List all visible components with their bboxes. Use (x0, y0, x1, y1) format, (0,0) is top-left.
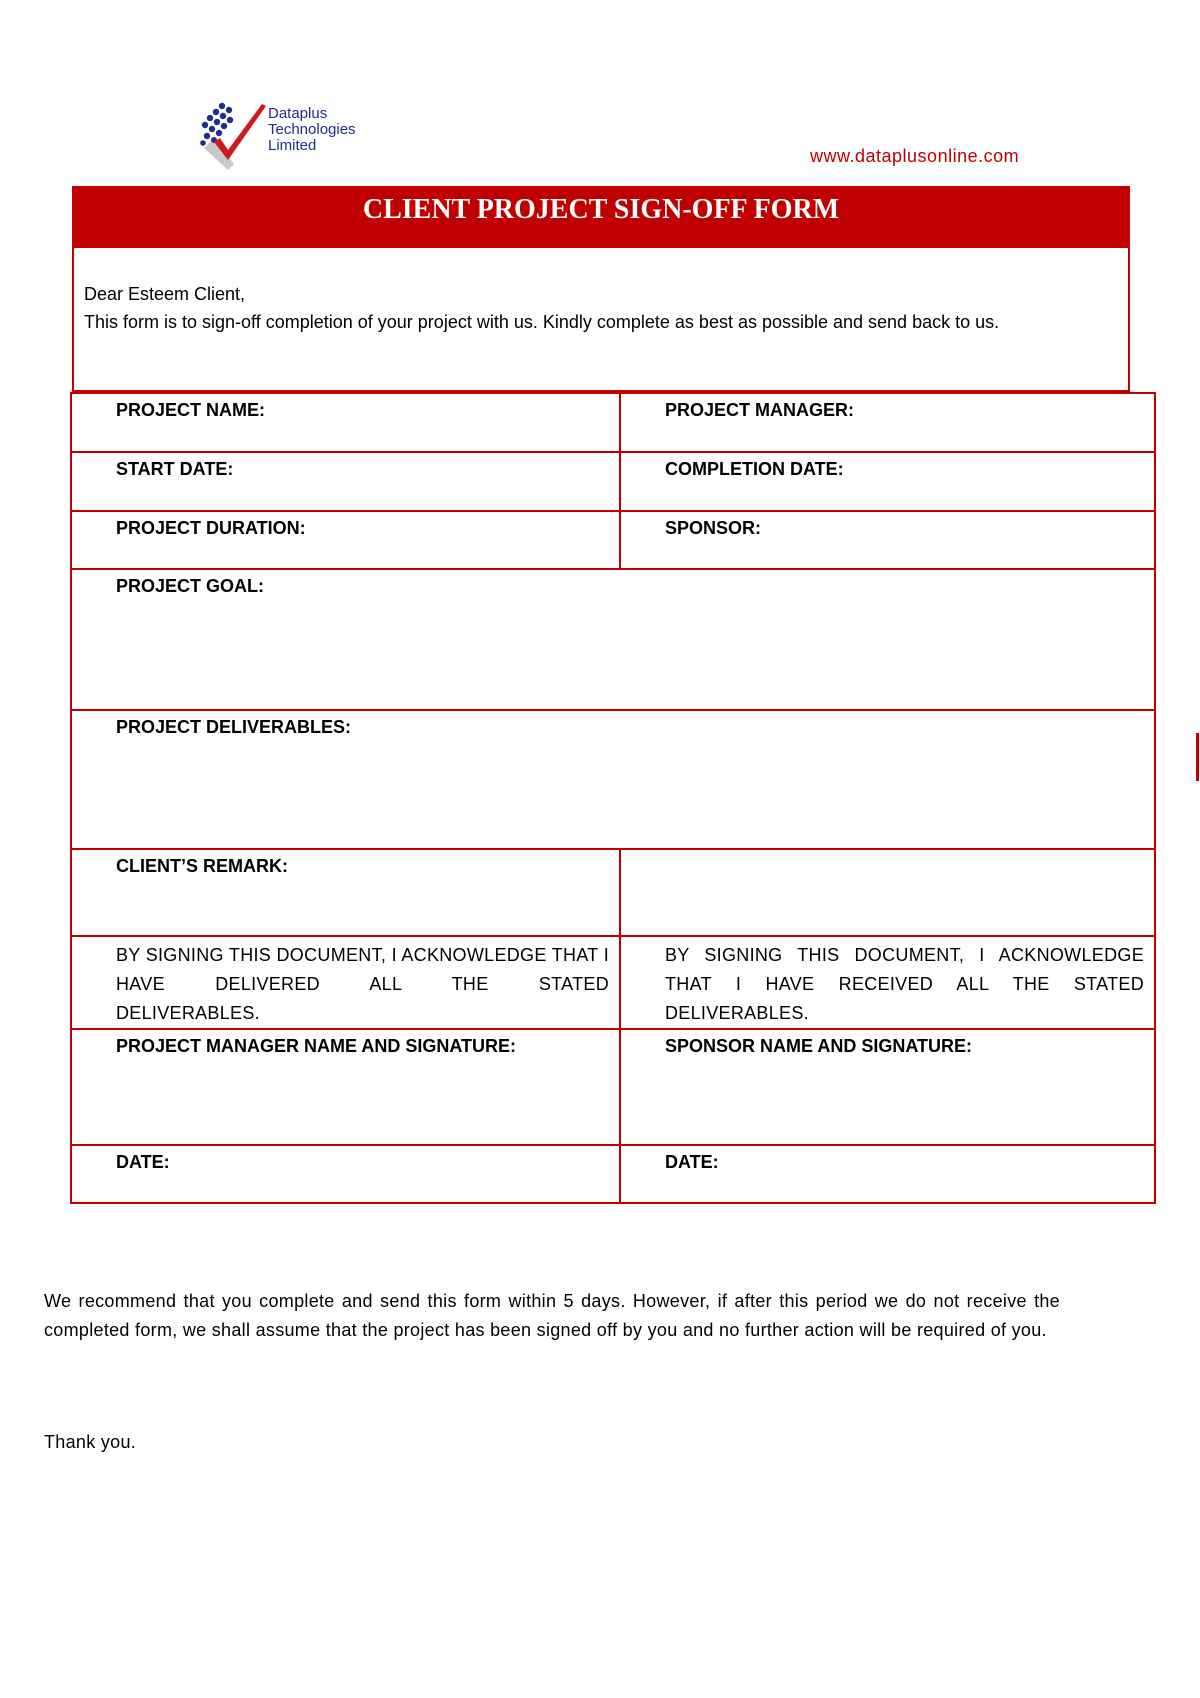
intro-box (72, 248, 1130, 392)
pm-date-field[interactable]: DATE: (71, 1145, 620, 1203)
pm-signature-field[interactable]: PROJECT MANAGER NAME AND SIGNATURE: (71, 1029, 620, 1145)
pm-acknowledgement-text: BY SIGNING THIS DOCUMENT, I ACKNOWLEDGE THAT I HAVE DELIVERED ALL THE STATED (116, 945, 609, 994)
table-row (71, 511, 1155, 569)
pm-acknowledgement (71, 936, 620, 1029)
company-logo (200, 98, 380, 174)
website-link[interactable]: www.dataplusonline.com (810, 146, 1020, 166)
form-title: CLIENT PROJECT SIGN-OFF FORM (362, 194, 840, 225)
logo-dots-checkmark-icon (200, 98, 270, 174)
table-row (71, 1029, 1155, 1145)
project-duration-field[interactable]: PROJECT DURATION: (71, 511, 620, 569)
pm-acknowledgement-end: DELIVERABLES. (116, 1003, 260, 1023)
recommendation-text: We recommend that you complete and send this form within 5 days. However, if after this period we do not receive the completed form, we shall assume that the project has been signed off by you and no further action will be required of you. (44, 1291, 1060, 1340)
sponsor-acknowledgement-text: BY SIGNING THIS DOCUMENT, I ACKNOWLEDGE THAT I HAVE RECEIVED ALL THE STATED (665, 945, 1144, 994)
clients-remark-input[interactable] (620, 849, 1155, 936)
thank-you-text: Thank you. (44, 1432, 137, 1452)
sponsor-signature-field[interactable]: SPONSOR NAME AND SIGNATURE: (620, 1029, 1155, 1145)
completion-date-field[interactable]: COMPLETION DATE: (620, 452, 1155, 511)
project-deliverables-field[interactable]: PROJECT DELIVERABLES: (71, 710, 1155, 849)
logo-text-line-2: Technologies (268, 121, 356, 138)
table-row (71, 936, 1155, 1029)
sponsor-acknowledgement-end: DELIVERABLES. (665, 1003, 809, 1023)
start-date-field[interactable]: START DATE: (71, 452, 620, 511)
sponsor-field[interactable]: SPONSOR: (620, 511, 1155, 569)
table-row (71, 849, 1155, 936)
project-name-field[interactable]: PROJECT NAME: (71, 393, 620, 452)
sponsor-acknowledgement (620, 936, 1155, 1029)
page-edge-mark (1196, 733, 1199, 781)
project-goal-field[interactable]: PROJECT GOAL: (71, 569, 1155, 710)
table-row (71, 452, 1155, 511)
project-manager-field[interactable]: PROJECT MANAGER: (620, 393, 1155, 452)
table-row (71, 393, 1155, 452)
logo-text-line-1: Dataplus (268, 105, 328, 122)
clients-remark-field[interactable]: CLIENT’S REMARK: (71, 849, 620, 936)
form-title-bar (72, 186, 1130, 248)
greeting: Dear Esteem Client, (84, 284, 246, 304)
intro-text: This form is to sign-off completion of your project with us. Kindly complete as best as possible and send back to us. (84, 312, 1000, 332)
logo-text-line-3: Limited (268, 137, 317, 154)
table-row (71, 710, 1155, 849)
table-row (71, 569, 1155, 710)
sign-off-table (70, 392, 1156, 1204)
table-row (71, 1145, 1155, 1203)
sponsor-date-field[interactable]: DATE: (620, 1145, 1155, 1203)
